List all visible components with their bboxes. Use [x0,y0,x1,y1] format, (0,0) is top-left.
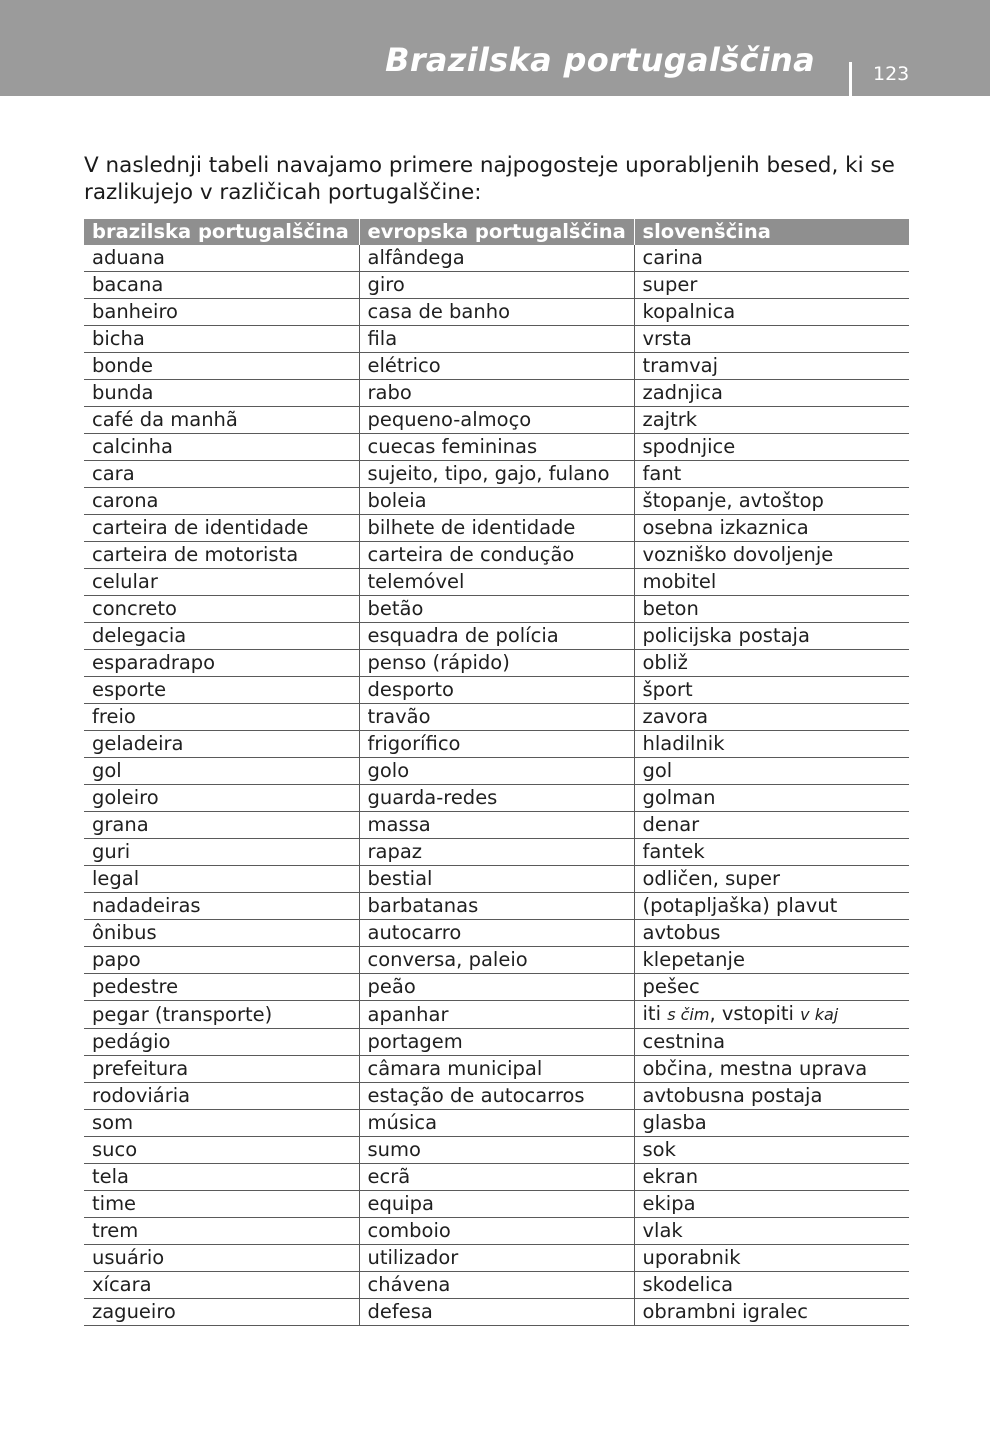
cell-brazilian: delegacia [84,623,359,650]
cell-brazilian: café da manhã [84,407,359,434]
cell-brazilian: celular [84,569,359,596]
cell-european: fila [359,326,634,353]
column-header-brazilian: brazilska portugalščina [84,219,359,245]
cell-brazilian: prefeitura [84,1056,359,1083]
cell-slovenian: fant [634,461,909,488]
table-row [84,947,909,974]
intro-paragraph: V naslednji tabeli navajamo primere najpogosteje uporabljenih besed, ki se razlikujejo v različicah portugalščine: [84,153,895,205]
cell-european: travão [359,704,634,731]
cell-european: rabo [359,380,634,407]
table-row [84,920,909,947]
cell-brazilian: zagueiro [84,1299,359,1326]
cell-brazilian: bacana [84,272,359,299]
cell-brazilian: carteira de motorista [84,542,359,569]
table-row [84,1218,909,1245]
column-header-slovenian: slovenščina [634,219,909,245]
cell-brazilian: esporte [84,677,359,704]
cell-slovenian: ekran [634,1164,909,1191]
cell-slovenian: beton [634,596,909,623]
cell-brazilian: esparadrapo [84,650,359,677]
table-row [84,1164,909,1191]
table-row [84,326,909,353]
cell-european: boleia [359,488,634,515]
cell-european: bilhete de identidade [359,515,634,542]
cell-brazilian: bonde [84,353,359,380]
cell-european: comboio [359,1218,634,1245]
cell-slovenian: pešec [634,974,909,1001]
cell-slovenian: mobitel [634,569,909,596]
cell-european: massa [359,812,634,839]
cell-brazilian: gol [84,758,359,785]
cell-slovenian: štopanje, avtoštop [634,488,909,515]
cell-brazilian: bicha [84,326,359,353]
cell-brazilian: cara [84,461,359,488]
cell-slovenian: sok [634,1137,909,1164]
cell-slovenian: vlak [634,1218,909,1245]
cell-brazilian: concreto [84,596,359,623]
cell-european: betão [359,596,634,623]
cell-european: alfândega [359,245,634,272]
table-row [84,677,909,704]
cell-slovenian: osebna izkaznica [634,515,909,542]
cell-slovenian: carina [634,245,909,272]
table-row [84,1029,909,1056]
cell-brazilian: rodoviária [84,1083,359,1110]
cell-european: bestial [359,866,634,893]
cell-slovenian: zajtrk [634,407,909,434]
cell-european: elétrico [359,353,634,380]
table-row [84,704,909,731]
cell-european: cuecas femininas [359,434,634,461]
cell-european: carteira de condução [359,542,634,569]
cell-text: , vstopiti [709,1002,801,1025]
cell-slovenian [634,1001,909,1029]
table-row [84,299,909,326]
cell-european: golo [359,758,634,785]
table-row [84,812,909,839]
cell-text: iti [642,1002,668,1025]
table-row [84,866,909,893]
cell-european: sujeito, tipo, gajo, fulano [359,461,634,488]
cell-brazilian: goleiro [84,785,359,812]
cell-european: barbatanas [359,893,634,920]
cell-brazilian: calcinha [84,434,359,461]
column-header-european: evropska portugalščina [359,219,634,245]
cell-brazilian: trem [84,1218,359,1245]
table-row [84,569,909,596]
cell-slovenian: ekipa [634,1191,909,1218]
cell-european: estação de autocarros [359,1083,634,1110]
cell-slovenian: avtobusna postaja [634,1083,909,1110]
table-row [84,1245,909,1272]
cell-brazilian: nadadeiras [84,893,359,920]
cell-european: portagem [359,1029,634,1056]
cell-slovenian: občina, mestna uprava [634,1056,909,1083]
cell-slovenian: golman [634,785,909,812]
table-row [84,839,909,866]
table-row [84,1272,909,1299]
page-title: Brazilska portugalščina [385,41,815,79]
cell-slovenian: odličen, super [634,866,909,893]
cell-slovenian: vrsta [634,326,909,353]
cell-european: câmara municipal [359,1056,634,1083]
cell-european: guarda-redes [359,785,634,812]
cell-brazilian: carona [84,488,359,515]
cell-slovenian: obliž [634,650,909,677]
cell-brazilian: grana [84,812,359,839]
table-row [84,893,909,920]
cell-slovenian: gol [634,758,909,785]
header-divider [849,62,852,96]
cell-slovenian: klepetanje [634,947,909,974]
table-row [84,380,909,407]
cell-slovenian: (potapljaška) plavut [634,893,909,920]
cell-brazilian: pedestre [84,974,359,1001]
cell-slovenian: skodelica [634,1272,909,1299]
cell-brazilian: bunda [84,380,359,407]
vocabulary-table [84,219,909,1326]
table-row [84,650,909,677]
cell-brazilian: legal [84,866,359,893]
cell-european: conversa, paleio [359,947,634,974]
table-row [84,434,909,461]
table-row [84,1001,909,1029]
cell-brazilian: papo [84,947,359,974]
cell-european: autocarro [359,920,634,947]
table-row [84,353,909,380]
cell-slovenian: glasba [634,1110,909,1137]
cell-brazilian: tela [84,1164,359,1191]
table-row [84,1191,909,1218]
cell-european: casa de banho [359,299,634,326]
cell-slovenian: denar [634,812,909,839]
cell-slovenian: uporabnik [634,1245,909,1272]
cell-brazilian: time [84,1191,359,1218]
table-row [84,1110,909,1137]
cell-slovenian: spodnjice [634,434,909,461]
table-row [84,1056,909,1083]
cell-slovenian: avtobus [634,920,909,947]
cell-european: rapaz [359,839,634,866]
table-row [84,758,909,785]
cell-european: chávena [359,1272,634,1299]
cell-note-italic: v kaj [800,1005,839,1024]
table-row [84,731,909,758]
cell-brazilian: carteira de identidade [84,515,359,542]
cell-brazilian: pegar (transporte) [84,1001,359,1029]
cell-brazilian: usuário [84,1245,359,1272]
cell-brazilian: guri [84,839,359,866]
cell-slovenian: vozniško dovoljenje [634,542,909,569]
cell-european: desporto [359,677,634,704]
cell-brazilian: pedágio [84,1029,359,1056]
cell-brazilian: banheiro [84,299,359,326]
table-row [84,515,909,542]
cell-european: música [359,1110,634,1137]
table-row [84,1083,909,1110]
table-row [84,245,909,272]
cell-european: peão [359,974,634,1001]
cell-brazilian: suco [84,1137,359,1164]
cell-slovenian: fantek [634,839,909,866]
cell-brazilian: xícara [84,1272,359,1299]
cell-european: equipa [359,1191,634,1218]
cell-slovenian: hladilnik [634,731,909,758]
cell-european: ecrã [359,1164,634,1191]
table-row [84,272,909,299]
cell-slovenian: kopalnica [634,299,909,326]
cell-brazilian: geladeira [84,731,359,758]
table-row [84,488,909,515]
cell-brazilian: aduana [84,245,359,272]
cell-brazilian: freio [84,704,359,731]
cell-european: esquadra de polícia [359,623,634,650]
table-header-row [84,219,909,245]
cell-slovenian: tramvaj [634,353,909,380]
table-row [84,596,909,623]
cell-european: frigorífico [359,731,634,758]
table-row [84,974,909,1001]
table-row [84,1299,909,1326]
cell-european: sumo [359,1137,634,1164]
table-row [84,785,909,812]
cell-european: giro [359,272,634,299]
table-row [84,1137,909,1164]
cell-slovenian: cestnina [634,1029,909,1056]
table-row [84,461,909,488]
table-row [84,623,909,650]
cell-slovenian: zadnjica [634,380,909,407]
cell-brazilian: ônibus [84,920,359,947]
cell-note-italic: s čim [667,1005,710,1024]
cell-european: defesa [359,1299,634,1326]
table-row [84,407,909,434]
cell-slovenian: policijska postaja [634,623,909,650]
cell-european: penso (rápido) [359,650,634,677]
cell-slovenian: super [634,272,909,299]
page-number: 123 [873,63,910,85]
cell-slovenian: šport [634,677,909,704]
cell-european: utilizador [359,1245,634,1272]
cell-european: telemóvel [359,569,634,596]
cell-slovenian: obrambni igralec [634,1299,909,1326]
table-row [84,542,909,569]
cell-brazilian: som [84,1110,359,1137]
cell-european: pequeno-almoço [359,407,634,434]
table-body [84,245,909,1326]
cell-slovenian: zavora [634,704,909,731]
cell-european: apanhar [359,1001,634,1029]
